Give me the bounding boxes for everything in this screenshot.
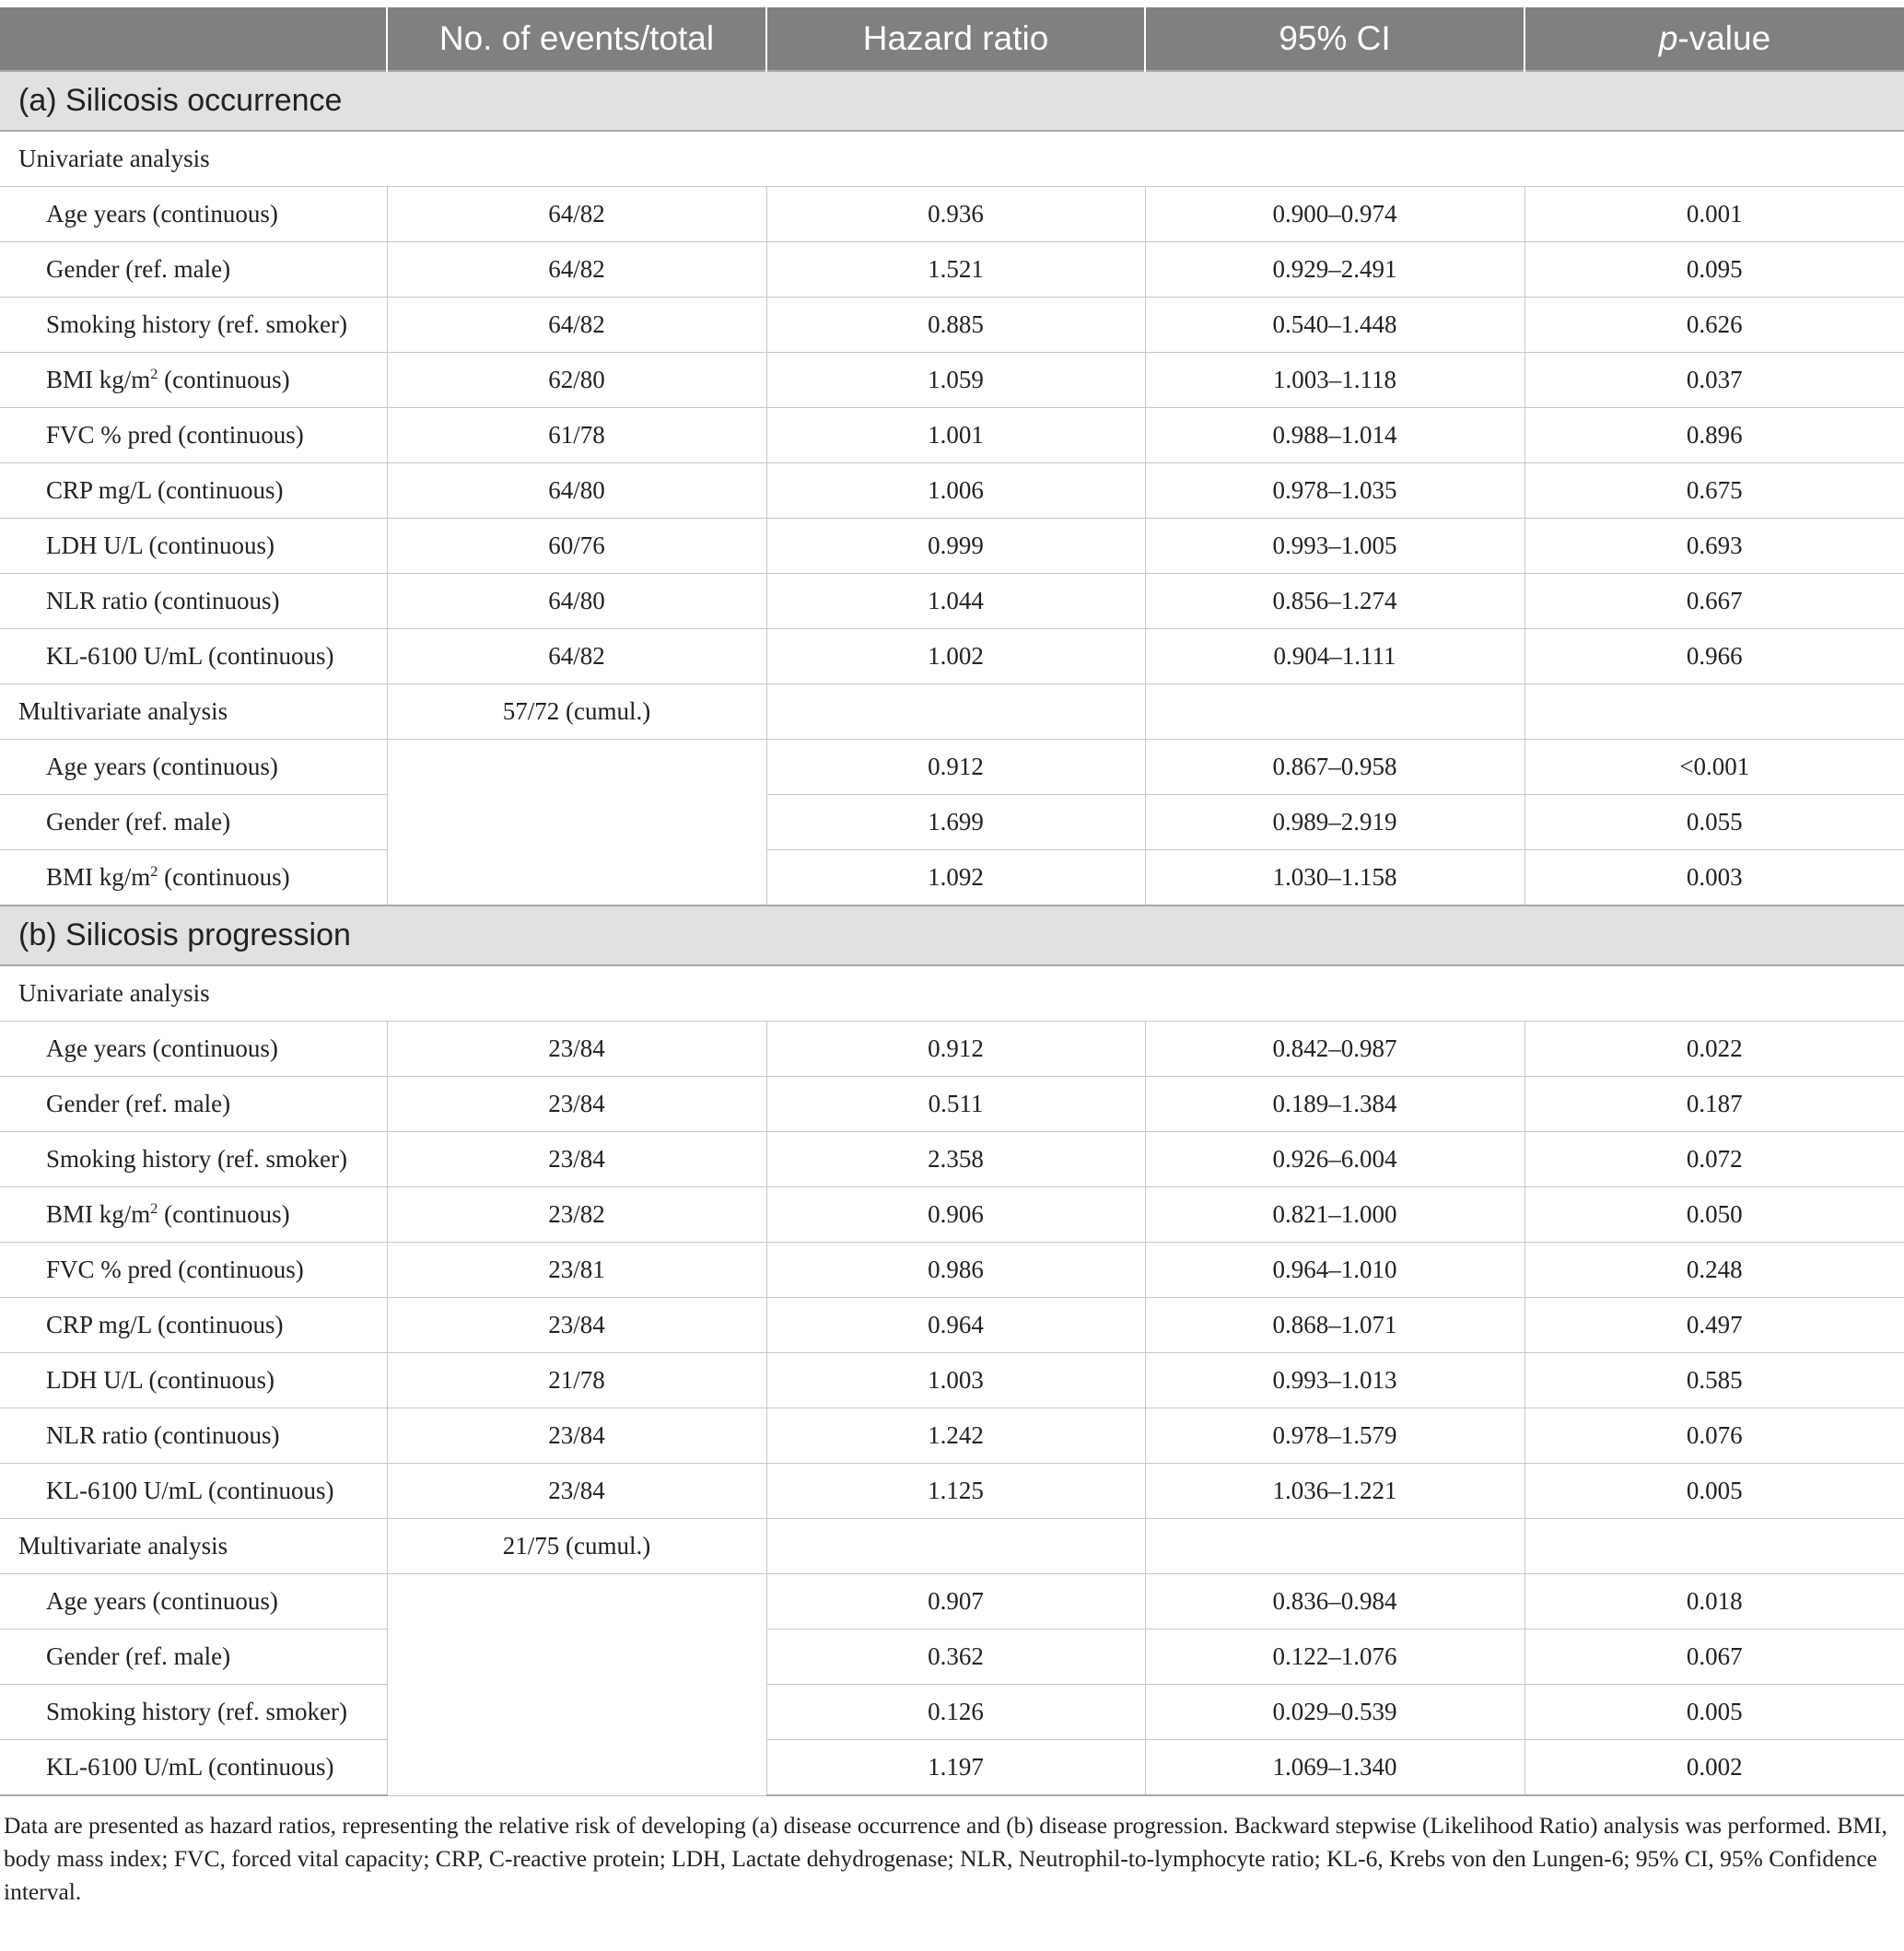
table-wrapper: [0, 7, 1904, 1909]
ci-cell: 0.978–1.035: [1145, 463, 1524, 519]
variable-label-text: FVC % pred (continuous): [46, 421, 304, 449]
events-cell: 21/78: [387, 1353, 766, 1408]
events-cell: 64/82: [387, 298, 766, 353]
ci-cell: 0.978–1.579: [1145, 1408, 1524, 1464]
p-value-cell: 0.002: [1524, 1740, 1904, 1796]
univariate-header-row: [0, 965, 1904, 1022]
univariate-header-row: [0, 131, 1904, 187]
events-cell: 23/81: [387, 1243, 766, 1298]
table-row: [0, 242, 1904, 298]
ci-cell: 0.993–1.013: [1145, 1353, 1524, 1408]
hazard-ratio-cell: 0.126: [766, 1685, 1145, 1740]
ci-cell: 1.003–1.118: [1145, 353, 1524, 408]
p-value-cell: 0.626: [1524, 298, 1904, 353]
table-row: [0, 1132, 1904, 1187]
table-row: [0, 1685, 1904, 1740]
variable-label: [0, 740, 387, 795]
ci-cell: 0.842–0.987: [1145, 1022, 1524, 1077]
variable-label-suffix: (continuous): [158, 366, 290, 393]
ci-cell: 0.900–0.974: [1145, 187, 1524, 242]
table-row: [0, 1740, 1904, 1796]
table-row: [0, 1298, 1904, 1353]
section-title-row: [0, 905, 1904, 965]
table-row: [0, 187, 1904, 242]
header-p-value: [1524, 7, 1904, 71]
multivariate-header-row: [0, 684, 1904, 740]
hazard-ratio-cell: 1.001: [766, 408, 1145, 463]
variable-label-text: KL-6100 U/mL (continuous): [46, 1753, 334, 1781]
variable-label: [0, 1243, 387, 1298]
ci-cell: 0.867–0.958: [1145, 740, 1524, 795]
header-row: [0, 7, 1904, 71]
ci-cell: 0.926–6.004: [1145, 1132, 1524, 1187]
table-row: [0, 1353, 1904, 1408]
table-row: [0, 1187, 1904, 1243]
empty-cell: [766, 684, 1145, 740]
p-value-cell: 0.693: [1524, 519, 1904, 574]
table-row: [0, 408, 1904, 463]
header-events: No. of events/total: [387, 7, 766, 71]
multivariate-label: Multivariate analysis: [0, 684, 387, 740]
events-cell: 64/82: [387, 187, 766, 242]
table-body: [0, 71, 1904, 1795]
events-cell: 64/80: [387, 463, 766, 519]
header-p-rest: -value: [1677, 19, 1771, 57]
empty-cell: [1145, 1519, 1524, 1574]
header-p-italic: p: [1658, 19, 1678, 57]
p-value-cell: <0.001: [1524, 740, 1904, 795]
variable-label-text: KL-6100 U/mL (continuous): [46, 642, 334, 670]
p-value-cell: 0.067: [1524, 1630, 1904, 1685]
table-row: [0, 353, 1904, 408]
variable-label-text: NLR ratio (continuous): [46, 1421, 280, 1449]
variable-label-text: FVC % pred (continuous): [46, 1256, 304, 1283]
ci-cell: 0.540–1.448: [1145, 298, 1524, 353]
table-row: [0, 1630, 1904, 1685]
univariate-label: Univariate analysis: [0, 965, 1904, 1022]
section-title: (a) Silicosis occurrence: [0, 71, 1904, 131]
ci-cell: 0.029–0.539: [1145, 1685, 1524, 1740]
ci-cell: 0.988–1.014: [1145, 408, 1524, 463]
ci-cell: 0.122–1.076: [1145, 1630, 1524, 1685]
p-value-cell: 0.037: [1524, 353, 1904, 408]
events-cell: 62/80: [387, 353, 766, 408]
variable-label: [0, 242, 387, 298]
variable-label-text: Age years (continuous): [46, 1034, 278, 1062]
variable-label: [0, 850, 387, 906]
ci-cell: 0.821–1.000: [1145, 1187, 1524, 1243]
p-value-cell: 0.050: [1524, 1187, 1904, 1243]
empty-cell: [1524, 1519, 1904, 1574]
ci-cell: 1.030–1.158: [1145, 850, 1524, 906]
table-row: [0, 629, 1904, 684]
events-cell: 64/82: [387, 242, 766, 298]
p-value-cell: 0.018: [1524, 1574, 1904, 1630]
table-row: [0, 1077, 1904, 1132]
ci-cell: 0.964–1.010: [1145, 1243, 1524, 1298]
variable-label: [0, 353, 387, 408]
variable-label-text: Age years (continuous): [46, 200, 278, 228]
variable-label-text: Smoking history (ref. smoker): [46, 310, 347, 338]
p-value-cell: 0.497: [1524, 1298, 1904, 1353]
variable-label: [0, 1740, 387, 1796]
hazard-ratio-cell: 0.912: [766, 1022, 1145, 1077]
events-cell: 23/84: [387, 1132, 766, 1187]
empty-cell: [1145, 684, 1524, 740]
p-value-cell: 0.072: [1524, 1132, 1904, 1187]
variable-label-text: Gender (ref. male): [46, 255, 231, 283]
superscript: 2: [150, 1200, 158, 1217]
table-footnote: Data are presented as hazard ratios, representing the relative risk of developing (a) disease occurrence and (b) disease progression. Backward stepwise (Likelihood Ratio) analysis was performed. BMI, body mass index; FVC, forced vital capacity; CRP, C-reactive protein; LDH, Lactate dehydrogenase; NLR, Neutrophil-to-lymphocyte ratio; KL-6, Krebs von den Lungen-6; 95% CI, 95% Confidence interval.: [4, 1812, 1887, 1905]
empty-cell: [766, 1519, 1145, 1574]
multivariate-header-row: [0, 1519, 1904, 1574]
ci-cell: 0.189–1.384: [1145, 1077, 1524, 1132]
events-cell: 23/84: [387, 1298, 766, 1353]
variable-label-text: LDH U/L (continuous): [46, 1366, 275, 1394]
p-value-cell: 0.966: [1524, 629, 1904, 684]
variable-label-text: BMI kg/m: [46, 863, 151, 891]
variable-label-text: Gender (ref. male): [46, 1642, 231, 1670]
variable-label-text: Smoking history (ref. smoker): [46, 1145, 347, 1173]
superscript: 2: [150, 863, 158, 880]
variable-label: [0, 1022, 387, 1077]
p-value-cell: 0.055: [1524, 795, 1904, 850]
variable-label-text: Smoking history (ref. smoker): [46, 1698, 347, 1725]
header-ci: 95% CI: [1145, 7, 1524, 71]
variable-label-text: Age years (continuous): [46, 753, 278, 780]
variable-label: [0, 1408, 387, 1464]
hazard-ratio-cell: 1.197: [766, 1740, 1145, 1796]
table-row: [0, 740, 1904, 795]
p-value-cell: 0.003: [1524, 850, 1904, 906]
section-title-row: [0, 71, 1904, 131]
p-value-cell: 0.896: [1524, 408, 1904, 463]
table-row: [0, 850, 1904, 906]
hazard-ratio-cell: 0.511: [766, 1077, 1145, 1132]
events-cell: 23/84: [387, 1077, 766, 1132]
table-row: [0, 519, 1904, 574]
ci-cell: 0.929–2.491: [1145, 242, 1524, 298]
table-row: [0, 795, 1904, 850]
variable-label: [0, 1132, 387, 1187]
variable-label: [0, 1464, 387, 1519]
hazard-ratio-cell: 1.059: [766, 353, 1145, 408]
events-cell: 64/82: [387, 629, 766, 684]
variable-label-text: Gender (ref. male): [46, 808, 231, 835]
events-cell: 23/84: [387, 1464, 766, 1519]
variable-label-text: CRP mg/L (continuous): [46, 476, 284, 504]
variable-label: [0, 1353, 387, 1408]
variable-label-text: Gender (ref. male): [46, 1090, 231, 1117]
ci-cell: 0.989–2.919: [1145, 795, 1524, 850]
ci-cell: 0.868–1.071: [1145, 1298, 1524, 1353]
hazard-ratio-table: [0, 7, 1904, 1796]
table-row: [0, 1464, 1904, 1519]
variable-label: [0, 463, 387, 519]
hazard-ratio-cell: 1.699: [766, 795, 1145, 850]
hazard-ratio-cell: 0.906: [766, 1187, 1145, 1243]
variable-label: [0, 187, 387, 242]
p-value-cell: 0.248: [1524, 1243, 1904, 1298]
events-cell: 23/84: [387, 1408, 766, 1464]
hazard-ratio-cell: 1.125: [766, 1464, 1145, 1519]
events-cell: 61/78: [387, 408, 766, 463]
univariate-label: Univariate analysis: [0, 131, 1904, 187]
events-cell: 23/82: [387, 1187, 766, 1243]
p-value-cell: 0.005: [1524, 1685, 1904, 1740]
p-value-cell: 0.585: [1524, 1353, 1904, 1408]
table-row: [0, 298, 1904, 353]
merged-events-cell: [387, 1574, 766, 1796]
variable-label: [0, 519, 387, 574]
ci-cell: 1.036–1.221: [1145, 1464, 1524, 1519]
events-cell: 64/80: [387, 574, 766, 629]
variable-label: [0, 795, 387, 850]
hazard-ratio-cell: 2.358: [766, 1132, 1145, 1187]
p-value-cell: 0.675: [1524, 463, 1904, 519]
empty-cell: [1524, 684, 1904, 740]
table-row: [0, 574, 1904, 629]
p-value-cell: 0.076: [1524, 1408, 1904, 1464]
ci-cell: 0.904–1.111: [1145, 629, 1524, 684]
variable-label-text: NLR ratio (continuous): [46, 587, 280, 614]
hazard-ratio-cell: 1.521: [766, 242, 1145, 298]
variable-label-text: KL-6100 U/mL (continuous): [46, 1477, 334, 1504]
variable-label-text: BMI kg/m: [46, 366, 151, 393]
variable-label: [0, 1077, 387, 1132]
variable-label-text: LDH U/L (continuous): [46, 532, 275, 559]
variable-label-text: Age years (continuous): [46, 1587, 278, 1615]
table-row: [0, 1243, 1904, 1298]
p-value-cell: 0.187: [1524, 1077, 1904, 1132]
variable-label: [0, 408, 387, 463]
hazard-ratio-cell: 1.242: [766, 1408, 1145, 1464]
hazard-ratio-cell: 0.964: [766, 1298, 1145, 1353]
table-row: [0, 463, 1904, 519]
hazard-ratio-cell: 1.002: [766, 629, 1145, 684]
table-row: [0, 1574, 1904, 1630]
multivariate-label: Multivariate analysis: [0, 1519, 387, 1574]
ci-cell: 1.069–1.340: [1145, 1740, 1524, 1796]
variable-label-text: CRP mg/L (continuous): [46, 1311, 284, 1338]
variable-label: [0, 1298, 387, 1353]
variable-label: [0, 1187, 387, 1243]
hazard-ratio-cell: 0.362: [766, 1630, 1145, 1685]
p-value-cell: 0.005: [1524, 1464, 1904, 1519]
table-row: [0, 1022, 1904, 1077]
hazard-ratio-cell: 0.936: [766, 187, 1145, 242]
header-hazard-ratio: Hazard ratio: [766, 7, 1145, 71]
variable-label-suffix: (continuous): [158, 1200, 290, 1228]
multivariate-events: 57/72 (cumul.): [387, 684, 766, 740]
p-value-cell: 0.022: [1524, 1022, 1904, 1077]
ci-cell: 0.856–1.274: [1145, 574, 1524, 629]
variable-label: [0, 574, 387, 629]
variable-label: [0, 298, 387, 353]
p-value-cell: 0.001: [1524, 187, 1904, 242]
variable-label-suffix: (continuous): [158, 863, 290, 891]
hazard-ratio-cell: 0.912: [766, 740, 1145, 795]
merged-events-cell: [387, 740, 766, 906]
hazard-ratio-cell: 1.092: [766, 850, 1145, 906]
hazard-ratio-cell: 0.986: [766, 1243, 1145, 1298]
ci-cell: 0.836–0.984: [1145, 1574, 1524, 1630]
hazard-ratio-cell: 0.907: [766, 1574, 1145, 1630]
multivariate-events: 21/75 (cumul.): [387, 1519, 766, 1574]
variable-label: [0, 1630, 387, 1685]
p-value-cell: 0.095: [1524, 242, 1904, 298]
hazard-ratio-cell: 0.885: [766, 298, 1145, 353]
hazard-ratio-cell: 1.003: [766, 1353, 1145, 1408]
variable-label-text: BMI kg/m: [46, 1200, 151, 1228]
section-title: (b) Silicosis progression: [0, 905, 1904, 965]
ci-cell: 0.993–1.005: [1145, 519, 1524, 574]
table-row: [0, 1408, 1904, 1464]
hazard-ratio-cell: 1.044: [766, 574, 1145, 629]
events-cell: 23/84: [387, 1022, 766, 1077]
superscript: 2: [150, 366, 158, 382]
p-value-cell: 0.667: [1524, 574, 1904, 629]
hazard-ratio-cell: 0.999: [766, 519, 1145, 574]
table-header: [0, 7, 1904, 71]
events-cell: 60/76: [387, 519, 766, 574]
hazard-ratio-cell: 1.006: [766, 463, 1145, 519]
variable-label: [0, 1685, 387, 1740]
variable-label: [0, 1574, 387, 1630]
variable-label: [0, 629, 387, 684]
header-variable: [0, 7, 387, 71]
